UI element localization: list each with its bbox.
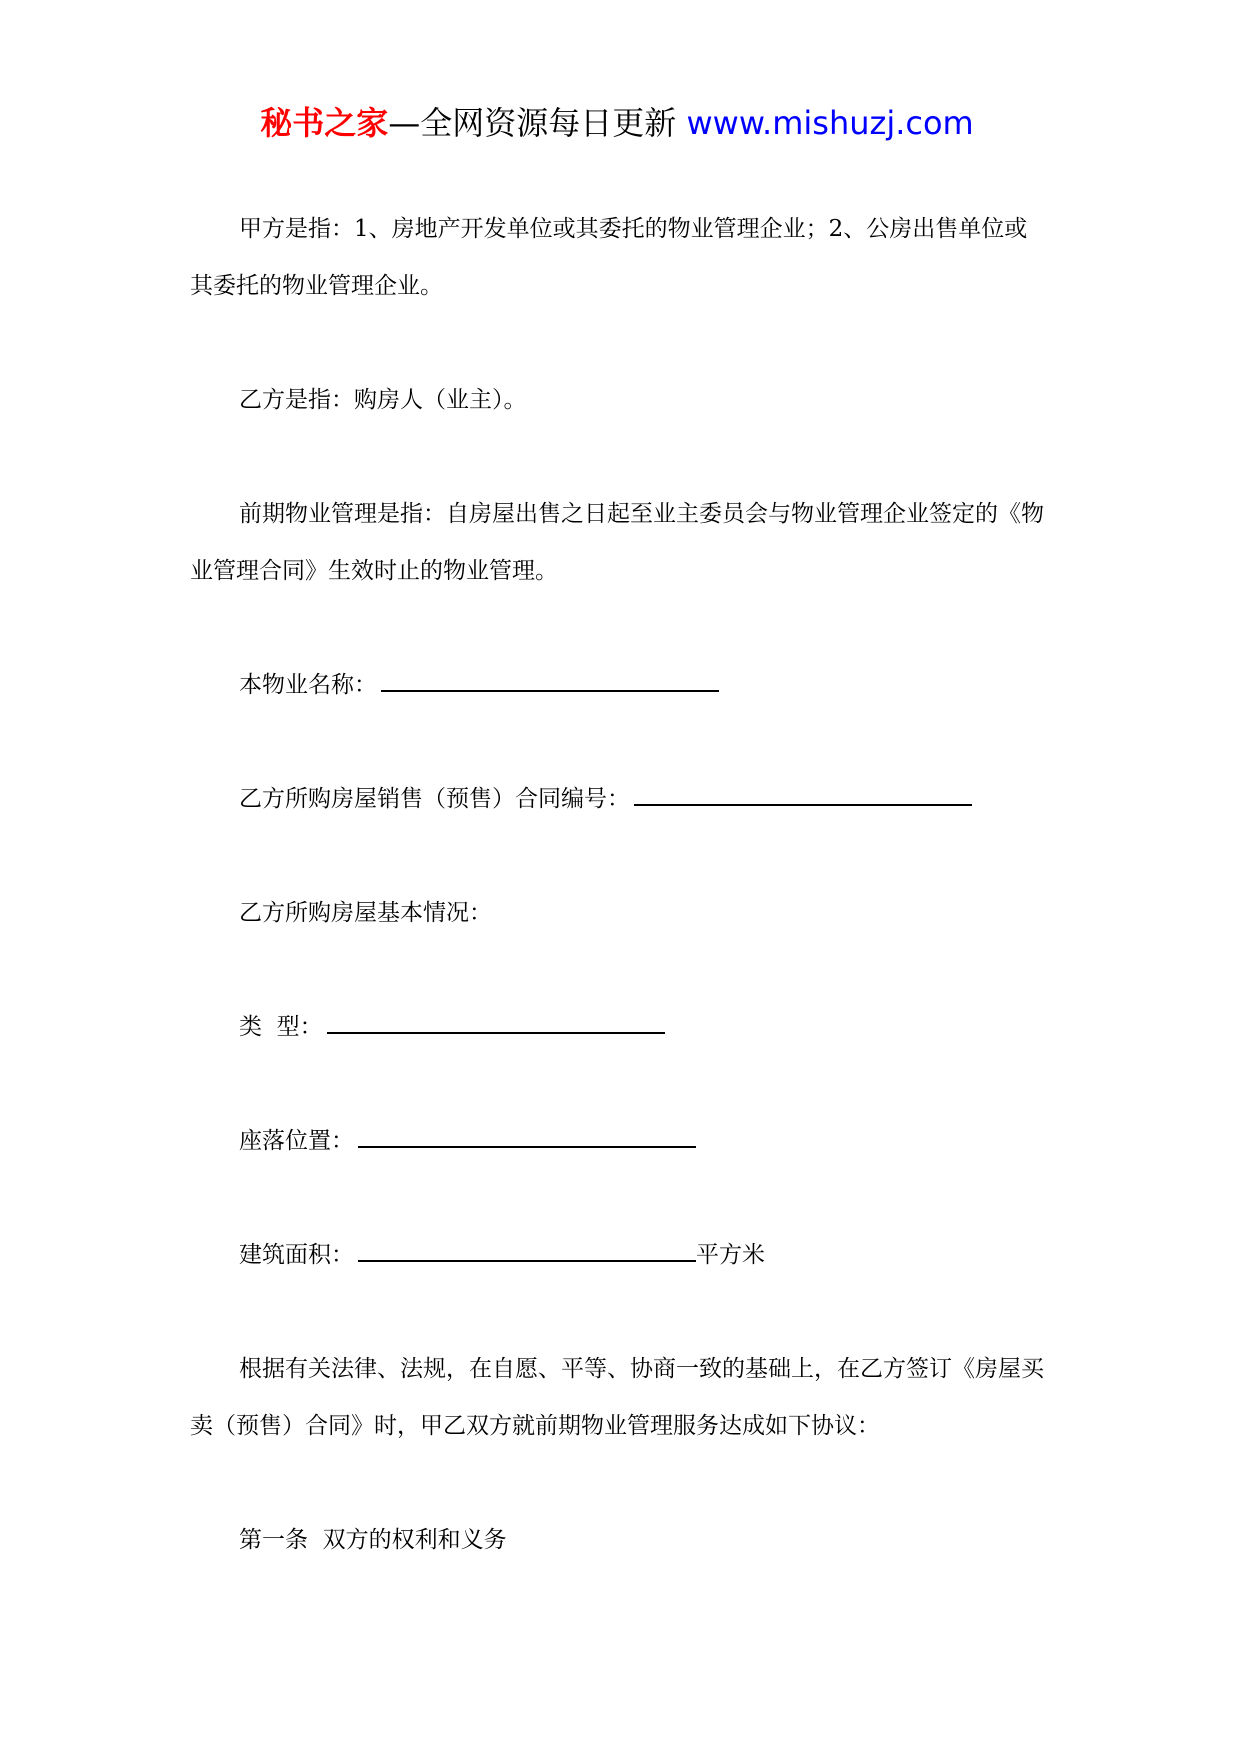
- area-unit: 平方米: [696, 1242, 765, 1268]
- type-label: 类 型：: [239, 1014, 323, 1040]
- paragraph-spacer: [190, 429, 1050, 486]
- area-label: 建筑面积：: [239, 1242, 354, 1268]
- paragraph-spacer: [190, 1284, 1050, 1341]
- early-management-definition: 前期物业管理是指：自房屋出售之日起至业主委员会与物业管理企业签定的《物业管理合同》生效时止的物业管理。: [190, 501, 1044, 584]
- contract-number-line: [190, 771, 1050, 828]
- paragraph-spacer: [190, 600, 1050, 657]
- contract-number-label: 乙方所购房屋销售（预售）合同编号：: [239, 786, 630, 812]
- paragraph-spacer: [190, 714, 1050, 771]
- party-a-definition: 甲方是指：1、房地产开发单位或其委托的物业管理企业；2、公房出售单位或其委托的物业管理企业。: [190, 216, 1028, 299]
- paragraph-spacer: [190, 1170, 1050, 1227]
- location-line: [190, 1113, 1050, 1170]
- site-url-link[interactable]: www.mishuzj.com: [686, 104, 974, 142]
- contract-number-blank[interactable]: [634, 784, 972, 806]
- paragraph-spacer: [190, 315, 1050, 372]
- property-name-label: 本物业名称：: [239, 672, 377, 698]
- document-body: [190, 201, 1050, 1569]
- paragraph-spacer: [190, 1056, 1050, 1113]
- location-blank[interactable]: [358, 1126, 696, 1148]
- property-name-blank[interactable]: [381, 670, 719, 692]
- type-line: [190, 999, 1050, 1056]
- location-label: 座落位置：: [239, 1128, 354, 1154]
- area-blank[interactable]: [358, 1240, 696, 1262]
- site-header: [0, 100, 1234, 146]
- property-name-line: [190, 657, 1050, 714]
- party-b-definition: 乙方是指：购房人（业主）。: [239, 387, 527, 413]
- house-basic-info-heading: 乙方所购房屋基本情况：: [239, 900, 492, 926]
- area-line: [190, 1227, 1050, 1284]
- paragraph-spacer: [190, 942, 1050, 999]
- type-blank[interactable]: [327, 1012, 665, 1034]
- site-brand: 秘书之家: [260, 104, 389, 142]
- paragraph-spacer: [190, 1455, 1050, 1512]
- article-1-title: 第一条 双方的权利和义务: [239, 1527, 507, 1553]
- paragraph-spacer: [190, 828, 1050, 885]
- preamble-paragraph: 根据有关法律、法规，在自愿、平等、协商一致的基础上，在乙方签订《房屋买卖（预售）合同》时，甲乙双方就前期物业管理服务达成如下协议：: [190, 1356, 1044, 1439]
- site-tagline: —全网资源每日更新: [388, 104, 677, 142]
